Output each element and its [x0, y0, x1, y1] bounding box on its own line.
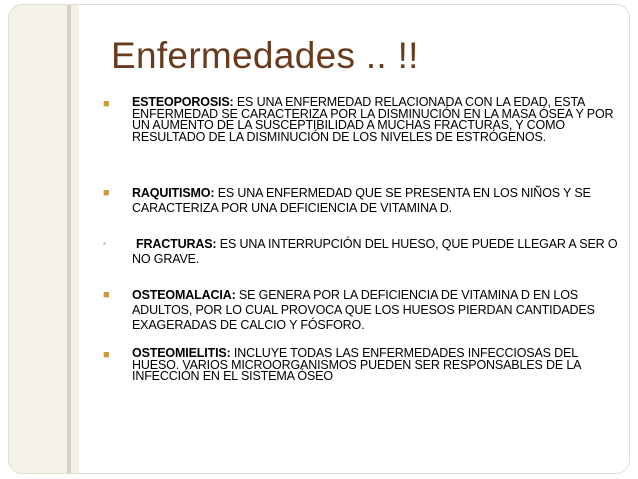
item-term: RAQUITISMO: — [132, 186, 215, 200]
list-item-osteomielitis — [103, 348, 618, 383]
item-text — [132, 186, 618, 216]
item-text — [132, 237, 618, 267]
small-bullet-icon: ▪ — [103, 239, 106, 248]
item-text — [132, 348, 618, 383]
bullet-icon: ■ — [103, 349, 110, 361]
bullet-icon: ■ — [103, 187, 110, 199]
bullet-icon: ■ — [103, 98, 110, 110]
item-description: ES UNA ENFERMEDAD RELACIONADA CON LA EDAD, ESTA ENFERMEDAD SE CARACTERIZA POR LA DISMINUCIÓN EN LA MASA ÓSEA Y POR UN AUMENTO DE LA SUSCEPTIBILIDAD A MUCHAS FRACTURAS, Y COMO RESULTADO DE LA DISMINUCIÓN DE LOS NIVELES DE ESTRÓGENOS. — [132, 95, 614, 145]
item-term: FRACTURAS: — [136, 237, 217, 251]
item-description: ES UNA INTERRUPCIÓN DEL HUESO, QUE PUEDE LLEGAR A SER O NO GRAVE. — [132, 237, 618, 267]
item-text — [132, 97, 618, 144]
list-item-fracturas — [103, 237, 618, 267]
item-description: ES UNA ENFERMEDAD QUE SE PRESENTA EN LOS NIÑOS Y SE CARACTERIZA POR UNA DEFICIENCIA DE VITAMINA D. — [132, 186, 591, 216]
item-term: OSTEOMALACIA: — [132, 288, 236, 302]
item-term: ESTEOPOROSIS: — [132, 95, 234, 109]
item-text — [132, 288, 618, 334]
item-term: OSTEOMIELITIS: — [132, 346, 231, 360]
list-item-osteomalacia — [103, 288, 618, 334]
item-description: SE GENERA POR LA DEFICIENCIA DE VITAMINA D EN LOS ADULTOS, POR LO CUAL PROVOCA QUE LOS HUESOS PIERDAN CANTIDADES EXAGERADAS DE CALCIO Y FÓSFORO. — [132, 288, 595, 333]
bullet-icon: ■ — [103, 289, 110, 301]
list-item-osteoporosis — [103, 97, 618, 144]
slide-title: Enfermedades .. !! — [111, 35, 419, 76]
list-item-raquitismo — [103, 186, 618, 216]
item-description: INCLUYE TODAS LAS ENFERMEDADES INFECCIOSAS DEL HUESO. VARIOS MICROORGANISMOS PUEDEN SER RESPONSABLES DE LA INFECCIÓN EN EL SISTEMA ÓSEO — [132, 346, 581, 384]
